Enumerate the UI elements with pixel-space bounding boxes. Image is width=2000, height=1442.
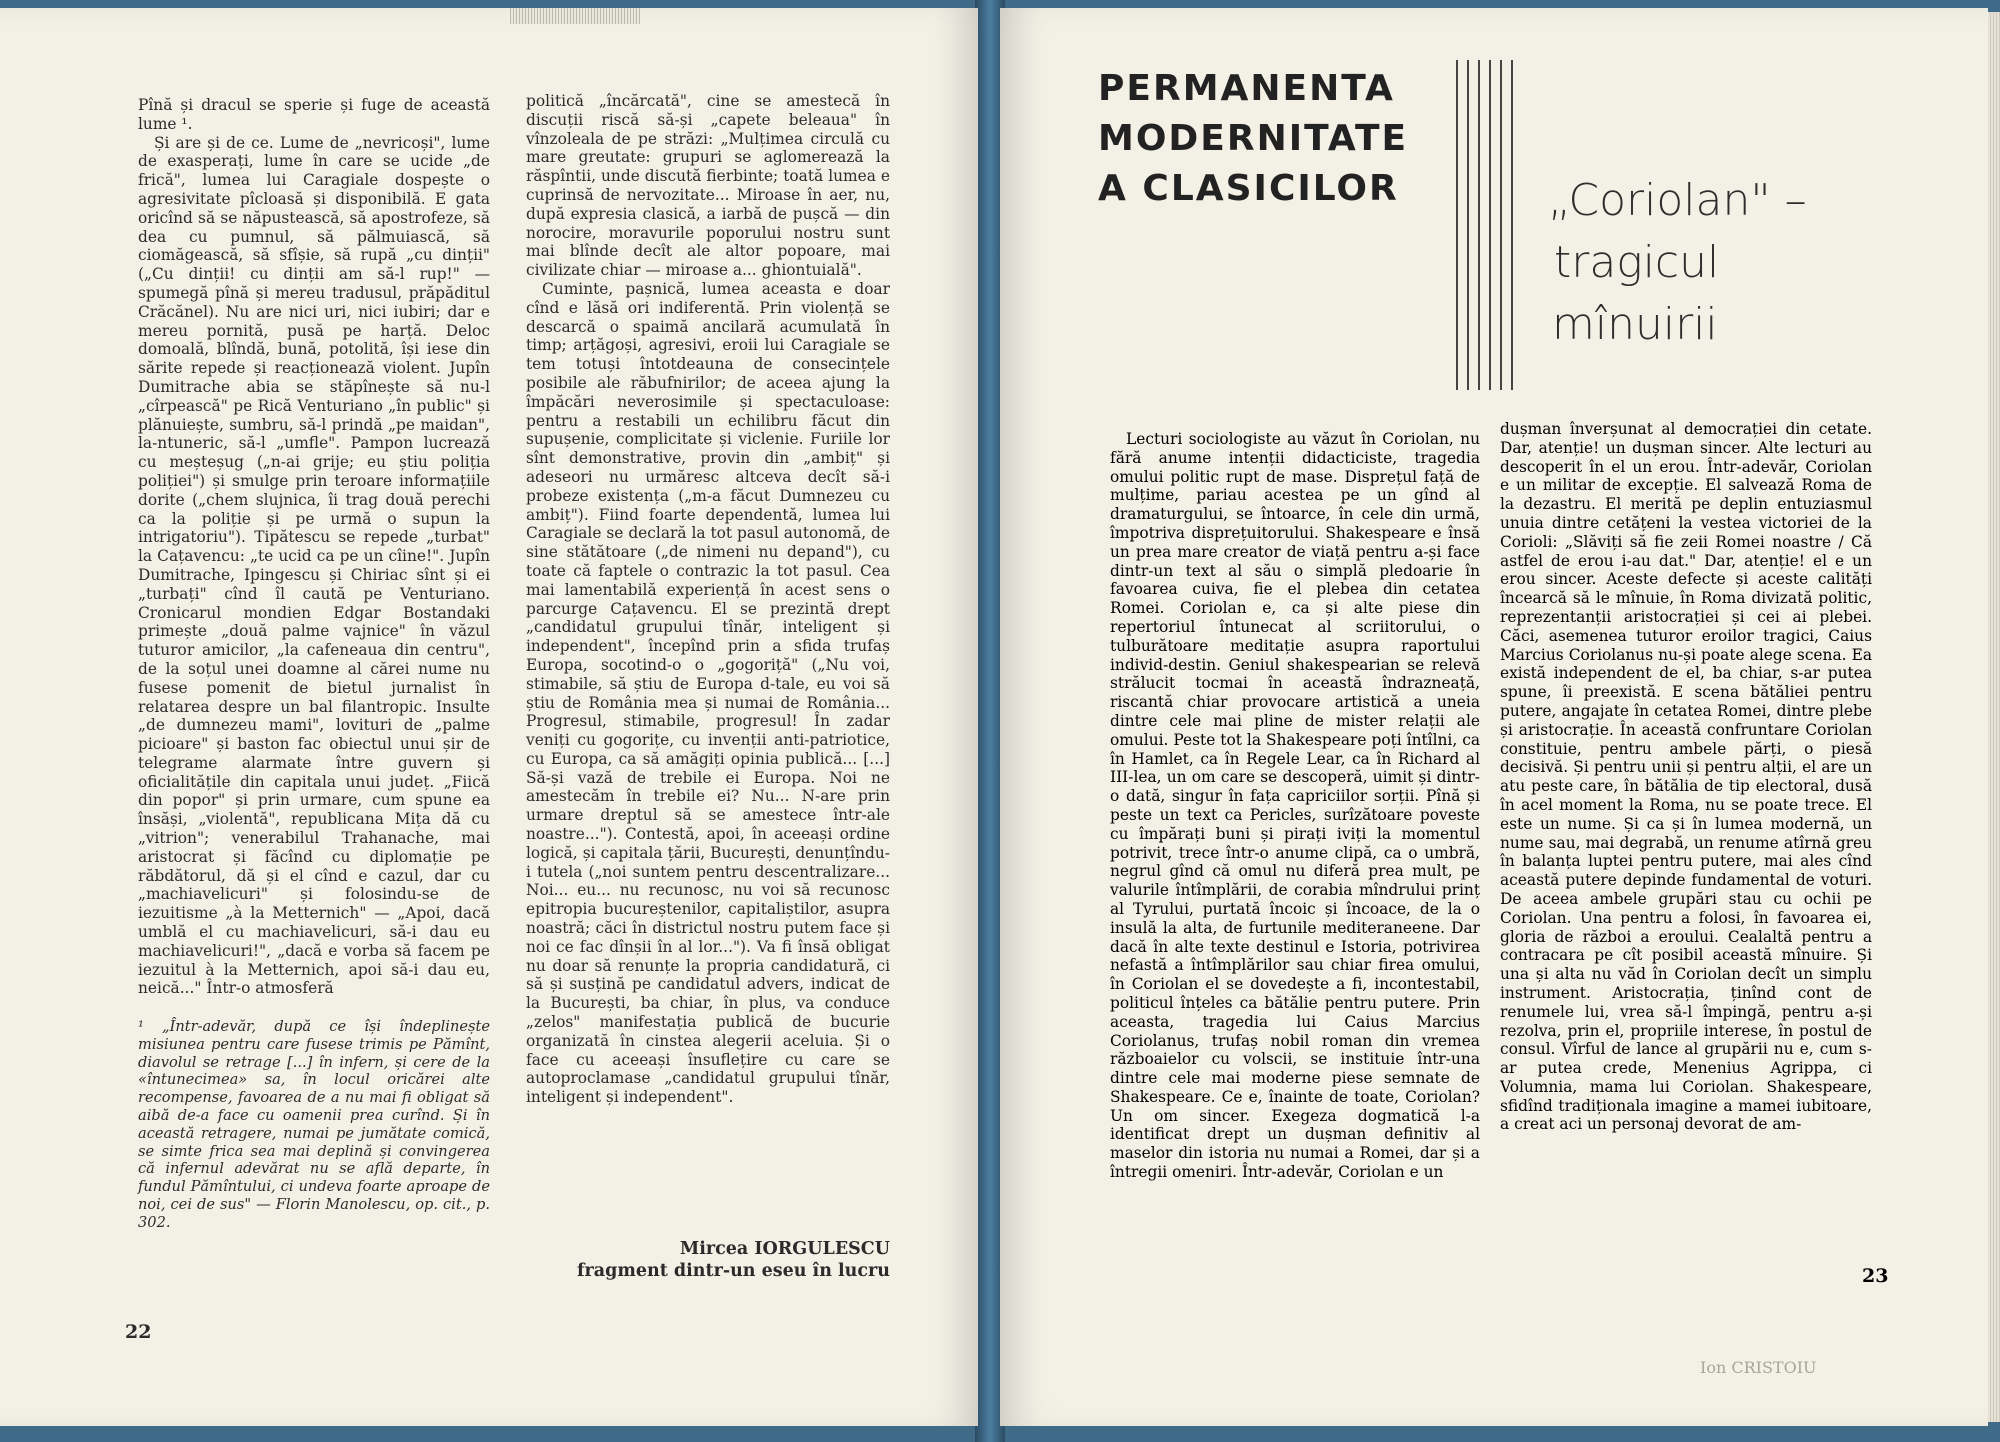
paragraph: Și are și de ce. Lume de „nevricoși", lume de exasperați, lume în care se ucide „de frică", lumea lui Caragiale dospește o agresivitate pîcloasă și disponibilă. E gata oricînd să se năpustească, să apostrofeze, să dea cu pumnul, să pălmuiască, să ciomăgească, să sfîșie, să rupă „cu dinții" („Cu dinții! cu dinții am să-l rup!" — spumegă pînă și mereu tradusul, prăpăditul Crăcănel). Nu are nici uri, nici iubiri; dar e mereu pornită, pusă pe harță. Deloc domoală, blîndă, bună, potolită, își iese din sărite repede și reacționează violent. Jupîn Dumitrache abia se stăpînește să nu-l „cîrpească" pe Rică Venturiano „în public" și plănuiește, sumbru, să-l prindă „pe maidan", la-ntuneric, să-l „umfle". Pampon lucrează cu meșteșug („n-ai grije; eu știu poliția poliției") și smulge prin teroare informațiile dorite („chem slujnica, îi trag două perechi ca la poliție și pe urmă o supun la intrigatoriu"). Tipătescu se repede „turbat" la Cațavencu: „te ucid ca pe un cîine!". Jupîn Dumitrache, Ipingescu și Chiriac sînt și ei „turbați" cînd îl caută pe Venturiano. Cronicarul mondien Edgar Bostandaki primește „două palme vajnice" în văzul tuturor amicilor, „la cafeneaua din centru", de la soțul unei doamne al cărei nume nu fusese pomenit de bietul jurnalist în relatarea despre un bal filantropic. Insulte „de dumnezeu mami", lovituri de „palme picioare" și baston fac obiectul unui șir de telegrame alarmate între guvern și oficialitățile din capitala unui județ. „Fiică din popor" și prin urmare, cum spune ea însăși, „violentă", republicana Mița dă cu „vitrion"; venerabilul Trahanache, mai aristocrat și făcînd cu diplomație pe răbdătorul, dă și el cînd e cazul, dar cu „machiavelicuri" și folosindu-se de iezuitisme „à la Metternich" — „Apoi, dacă umblă el cu machiavelicuri, să-i dau eu machiavelicuri!", „dacă e vorba să facem pe iezuitul à la Metternich, apoi să-i dau eu, neică..." Într-o atmosferă [138, 133, 490, 998]
article-title [1548, 170, 1878, 356]
page-number-right: 23 [1862, 1265, 1889, 1287]
paragraph: politică „încărcată", cine se amestecă în discuții riscă să-și „capete beleaua" în vînzoleala de pe străzi: „Mulțimea circulă cu mare greutate: grupuri se aglomerează la răspîntii, unde discută fierbinte; toată lumea e cuprinsă de nervozitate... Miroase în aer, nu, după expresia clasică, a iarbă de pușcă — din norocire, moravurile poporului nostru sunt mai blînde decît ale altor popoare, mai civilizate chiar — miroase a... ghiontuială". [526, 92, 890, 280]
section-rubric [1098, 64, 1408, 214]
page-number-left: 22 [125, 1321, 152, 1343]
left-column-2 [526, 92, 890, 1107]
decorative-vertical-lines [1456, 60, 1516, 390]
title-line: „Coriolan" – [1548, 175, 1807, 226]
footnote: ¹ „Într-adevăr, după ce își îndeplinește misiunea pentru care fusese trimis pe Pămînt, diavolul se retrage [...] în infern, și cere de la «întunecimea» sa, în locul oricărei alte recompense, favoarea de a nu mai fi obligat să aibă de-a face cu oamenii prea curînd. Și în această retragere, numai pe jumătate comică, se simte frica sea mai deplină și convingerea că infernul adevărat nu se află departe, în fundul Pămîntului, ci undeva foarte aproape de noi, cei de sus" — Florin Manolescu, op. cit., p. 302. [138, 1018, 490, 1231]
show-through-text: Ion CRISTOIU [1700, 1358, 1817, 1377]
left-page [0, 8, 978, 1426]
paragraph: Cuminte, pașnică, lumea aceasta e doar cînd e lăsă ori indiferentă. Prin violență se descarcă o spaimă ancilară acumulată în timp; arțăgoși, agresivi, eroii lui Caragiale se tem totuși întotdeauna de consecințele posibile ale răbufnirilor; de aceea ajung la împăcări neverosimile și spectaculoase: pentru a restabili un echilibru făcut din supușenie, complicitate și viclenie. Furiile lor sînt demonstrative, provin din „ambiț" și adeseori nu urmăresc altceva decît să-i probeze existența („m-a făcut Dumnezeu cu ambiț"). Fiind foarte dependentă, lumea lui Caragiale se declară la tot pasul autonomă, de sine stătătoare („de nimeni nu depand"), cu toate că faptele o contrazic la tot pasul. Cea mai lamentabilă experiență în acest sens o parcurge Cațavencu. El se prezintă drept „candidatul grupului tînăr, inteligent și independent", începînd prin a sfida trufaș Europa, socotind-o o „gogoriță" („Nu voi, stimabile, să știu de Europa d-tale, eu voi să știu de România mea și numai de România... Progresul, stimabile, progresul! În zadar veniți cu gogorițe, cu invenții anti-patriotice, cu Europa, ca să amăgiți opinia publică... [...] Să-și vază de trebile ei Europa. Noi ne amestecăm în trebile ei? Nu... N-are prin urmare dreptul să se amestece într-ale noastre..."). Contestă, apoi, în aceeași ordine logică, și capitala țării, București, denunțîndu-i tutela („noi suntem pentru descentralizare... Noi... eu... nu recunosc, nu voi să recunosc epitropia bucureștenilor, capitaliștilor, asupra noastră; căci în districtul nostru putem face și noi ce fac dînșii în al lor..."). Va fi însă obligat nu doar să renunțe la propria candidatură, ci să și susțină pe candidatul advers, indicat de la București, ba chiar, în plus, va conduce „zelos" manifestația publică de bucurie organizată în cinstea alegerii aceluia. Și o face cu aceeași însuflețire cu care se autoproclamase „candidatul grupului tînăr, inteligent și independent". [526, 279, 890, 1107]
paragraph: Lecturi sociologiste au văzut în Coriolan, nu fără anume intenții didacticiste, tragedia omului politic rupt de mase. Disprețul față de mulțime, pariau acestea pe un gînd al dramaturgului, se întoarce, în cele din urmă, împotriva disprețuitorului. Shakespeare e însă un prea mare creator de viață pentru a-și face dintr-un text al său o simplă pledoarie în favoarea cuiva, fie el plebea din cetatea Romei. Coriolan e, ca și alte piese din repertoriul întunecat al scriitorului, o tulburătoare meditație asupra raportului individ-destin. Geniul shakespearian se relevă strălucit tocmai în această îndrazneață, riscantă chiar provocare artistică a uneia dintre cele mai pline de mister relații ale omului. Peste tot la Shakespeare poți întîlni, ca în Hamlet, ca în Regele Lear, ca în Richard al III-lea, un om care se descoperă, uimit și dintr-o dată, singur în fața capriciilor sorții. Pînă și peste un text ca Pericles, surîzătoare poveste cu împărați buni și pirați iviți la momentul potrivit, trece într-o anume clipă, ca o umbră, negrul gînd că omul nu diferă prea mult, pe valurile întîmplării, de corabia mîndrului prinț al Tyrului, purtată încoic și încoace, de la o insulă la alta, de furtunile mediteraneene. Dar dacă în alte texte destinul e Istoria, potrivirea nefastă a întîmplărilor sau chiar firea omului, în Coriolan el se dovedește a fi, incontestabil, politicul înțeles ca bătălie pentru putere. Prin aceasta, tragedia lui Caius Marcius Coriolanus, trufaș nobil roman din vremea războaielor cu volscii, se instituie într-una dintre cele mai moderne piese semnate de Shakespeare. Ce e, înainte de toate, Coriolan? Un om sincer. Exegeza dogmatică l-a identificat drept un dușman definitiv al maselor din istoria nu numai a Romei, dar și a întregii omeniri. Într-adevăr, Coriolan e un [1110, 430, 1480, 1182]
rubric-line: MODERNITATE [1098, 118, 1409, 159]
left-column-1 [138, 96, 490, 998]
rubric-line: PERMANENTA [1098, 68, 1395, 109]
author-name: Mircea IORGULESCU [679, 1239, 890, 1259]
title-line: mînuirii [1552, 299, 1718, 350]
right-column-1 [1110, 430, 1480, 1182]
rubric-line: A CLASICILOR [1098, 168, 1399, 209]
right-column-2 [1500, 420, 1872, 1134]
author-note: fragment dintr-un eseu în lucru [577, 1261, 890, 1281]
author-signature [560, 1238, 890, 1282]
title-line: tragicul [1554, 237, 1720, 288]
page-top-strip [510, 8, 640, 24]
paragraph: Pînă și dracul se sperie și fuge de această lume ¹. [138, 96, 490, 133]
paragraph: dușman înverșunat al democrației din cetate. Dar, atenție! un dușman sincer. Alte lecturi au descoperit în el un erou. Într-adevăr, Coriolan e un militar de excepție. El salvează Roma de la dezastru. El merită pe deplin entuziasmul unuia dintre cetățeni la vestea victoriei de la Corioli: „Slăviți să fie zeii Romei noastre / Că astfel de erou i-au dat." Dar, atenție! el e un erou sincer. Aceste defecte și aceste calități încearcă să le mînuie, în Roma divizată politic, reprezentanții aristocrației și cei ai plebei. Căci, asemenea tuturor eroilor tragici, Caius Marcius Coriolanus nu-și poate alege scena. Ea există independent de el, ba chiar, s-ar putea spune, îi preexistă. E scena bătăliei pentru putere, angajate în cetatea Romei, dintre plebe și aristocrație. În această confruntare Coriolan constituie, pentru ambele părți, o piesă decisivă. Și pentru unii și pentru alții, el are un atu peste care, în bătălia de tip electoral, dusă în acel moment la Roma, nu se poate trece. El este un nume. Și ca și în lumea modernă, un nume sau, mai degrabă, un renume atîrnă greu în balanța luptei pentru putere, mai ales cînd această putere depinde fundamental de voturi. De aceea ambele grupări stau cu ochii pe Coriolan. Una pentru a folosi, în favoarea ei, gloria de război a eroului. Cealaltă pentru a contracara pe cît posibil această mînuire. Și una și alta nu văd în Coriolan decît un simplu instrument. Aristocrația, ținînd cont de renumele lui, vrea să-l împingă, pentru a-și rezolva, prin el, propriile interese, în postul de consul. Vîrful de lance al grupării nu e, cum s-ar putea crede, Menenius Agrippa, ci Volumnia, mama lui Coriolan. Shakespeare, sfidînd tradiționala imagine a mamei iubitoare, a creat aci un personaj devorat de am- [1500, 420, 1872, 1134]
page-stack-edge [1988, 12, 2000, 1422]
